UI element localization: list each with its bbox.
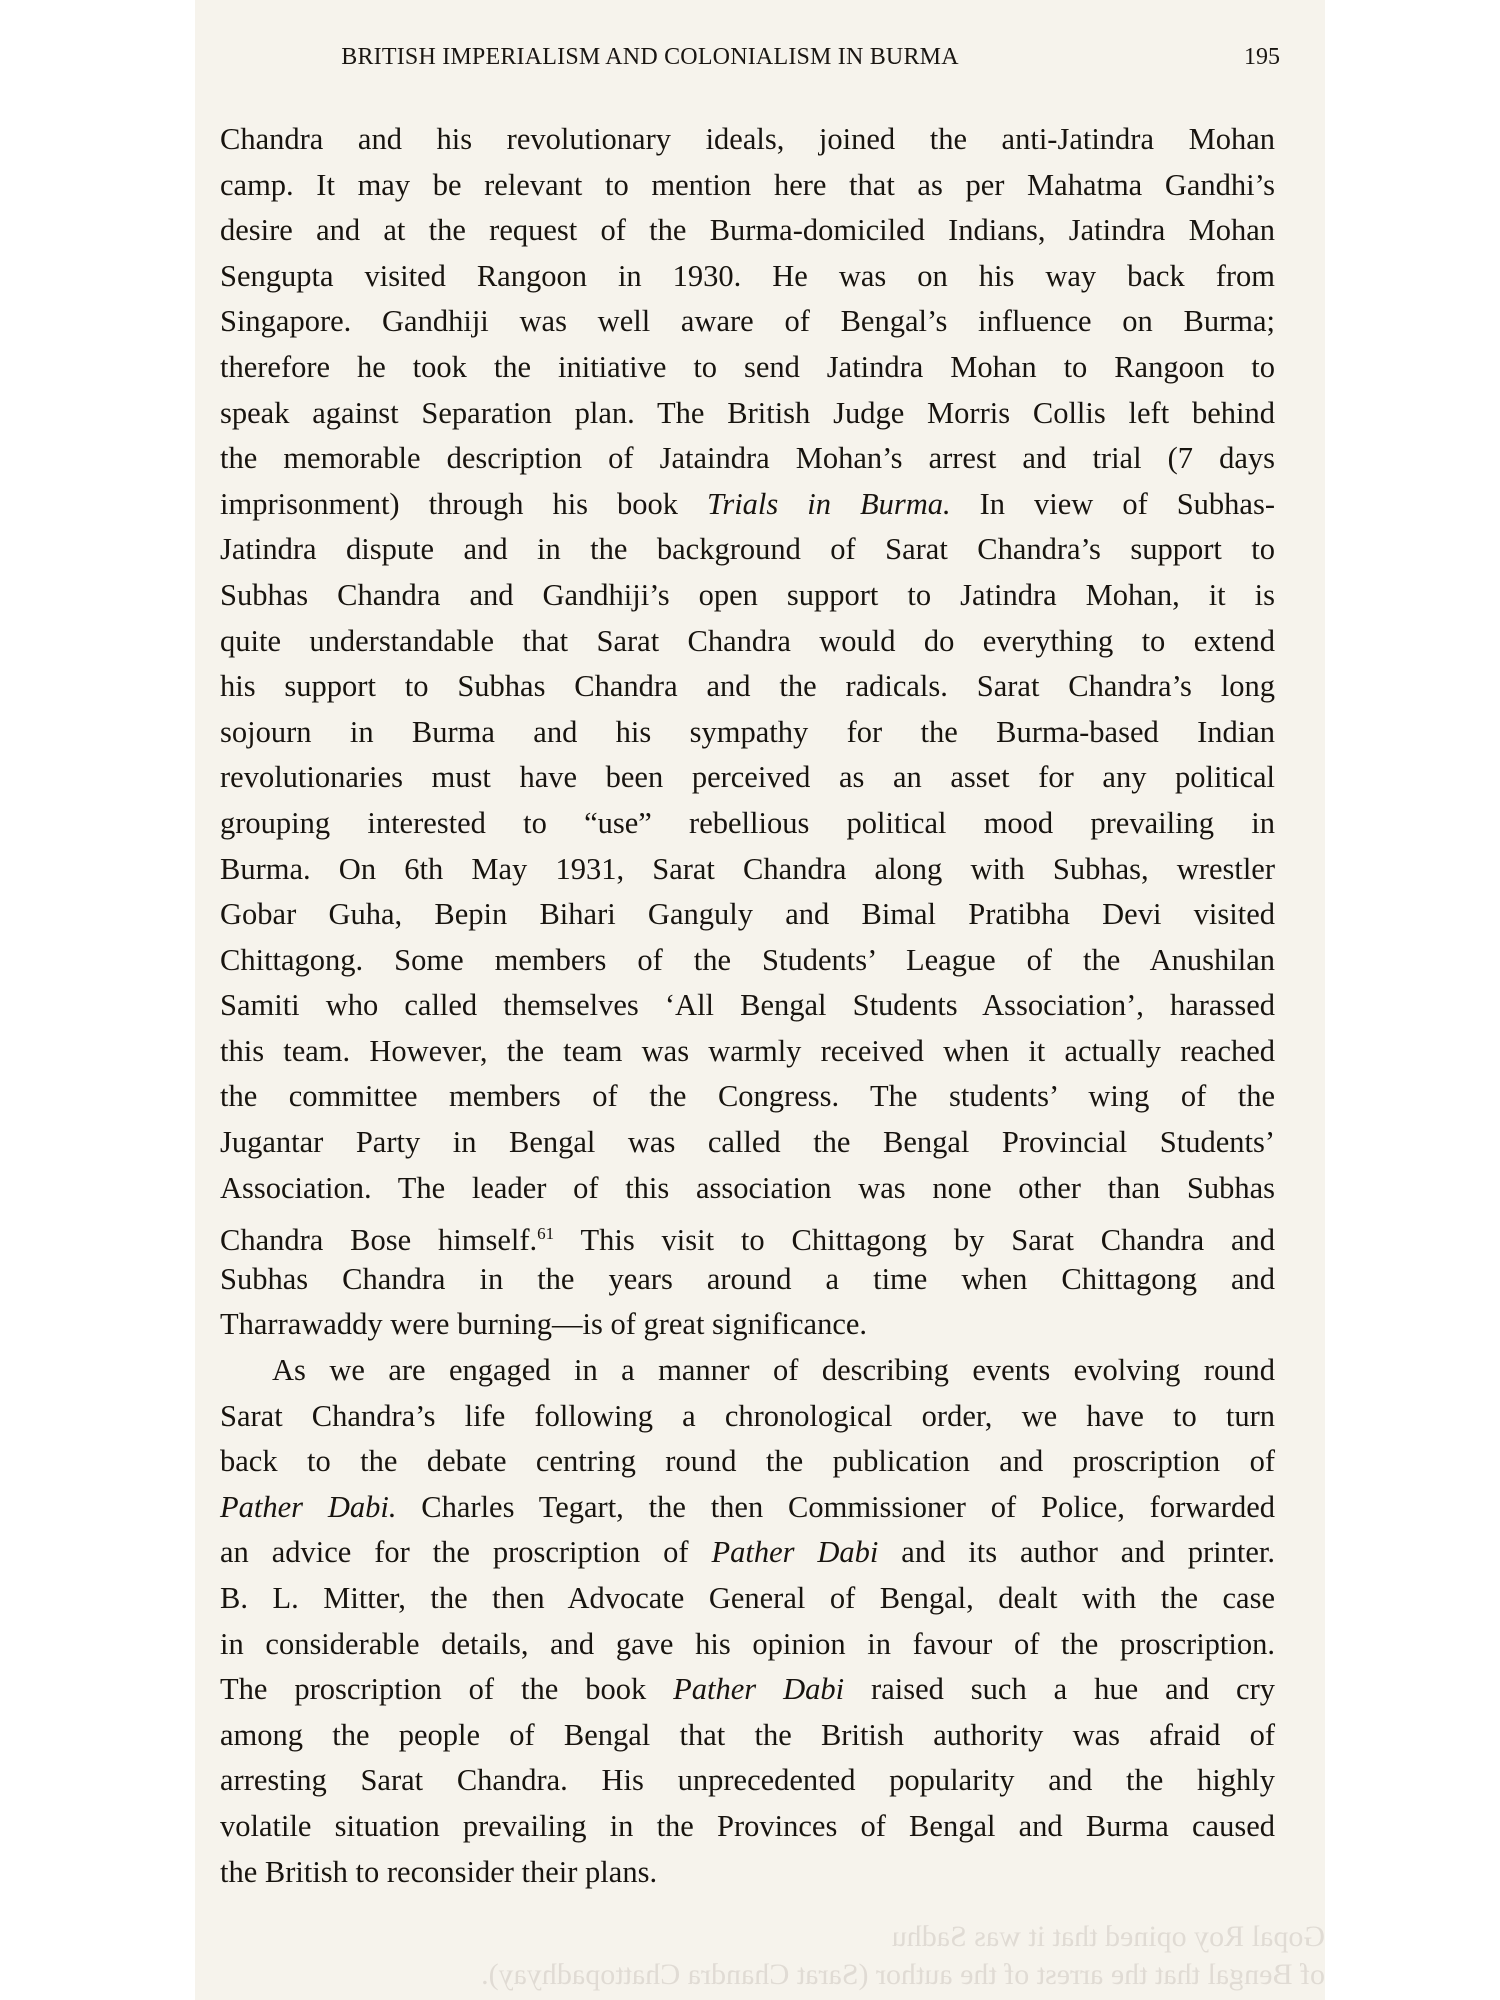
text-line: speak against Separation plan. The British Judge Morris Collis left behind <box>220 395 1275 430</box>
page-number: 195 <box>1244 44 1280 70</box>
book-title-pather-dabi: Pather Dabi. <box>220 1489 397 1524</box>
text-line: the memorable description of Jataindra Mohan’s arrest and trial (7 days <box>220 441 1275 476</box>
text-run: The proscription of the book <box>220 1672 674 1707</box>
text-line: Tharrawaddy were burning—is of great significance. <box>220 1307 868 1342</box>
text-line: sojourn in Burma and his sympathy for the Burma-based Indian <box>220 714 1275 749</box>
running-header-title: BRITISH IMPERIALISM AND COLONIALISM IN BURMA <box>341 44 959 70</box>
text-line: camp. It may be relevant to mention here that as per Mahatma Gandhi’s <box>220 167 1275 202</box>
text-run: This visit to Chittagong by Sarat Chandra and <box>554 1223 1276 1258</box>
text-run: In view of Subhas- <box>950 486 1275 521</box>
text-line: his support to Subhas Chandra and the radicals. Sarat Chandra’s long <box>220 669 1275 704</box>
text-line: Samiti who called themselves ‘All Bengal Students Association’, harassed <box>220 988 1275 1023</box>
text-line: therefore he took the initiative to send Jatindra Mohan to Rangoon to <box>220 349 1275 384</box>
running-header <box>170 44 1280 80</box>
text-line: Sarat Chandra’s life following a chronological order, we have to turn <box>220 1398 1275 1433</box>
text-line <box>220 1485 1275 1531</box>
text-line <box>220 482 1275 528</box>
text-line: the British to reconsider their plans. <box>220 1854 658 1889</box>
body-text <box>220 117 1275 1895</box>
book-title-pather-dabi: Pather Dabi <box>673 1672 845 1707</box>
text-line: quite understandable that Sarat Chandra would do everything to extend <box>220 623 1275 658</box>
bleed-through-text: of Bengal that the arrest of the author (Sarat Chandra Chattopadhyay). <box>481 1958 1325 1991</box>
text-line: back to the debate centring round the publication and proscription of <box>220 1444 1275 1479</box>
text-line: Chittagong. Some members of the Students’ League of the Anushilan <box>220 942 1275 977</box>
text-line <box>220 1667 1275 1713</box>
text-line: Jugantar Party in Bengal was called the Bengal Provincial Students’ <box>220 1125 1275 1160</box>
text-run: raised such a hue and cry <box>844 1672 1275 1707</box>
text-line: B. L. Mitter, the then Advocate General of Bengal, dealt with the case <box>220 1581 1275 1615</box>
text-line: desire and at the request of the Burma-domiciled Indians, Jatindra Mohan <box>220 213 1275 248</box>
text-line <box>220 1211 1275 1257</box>
text-line: Association. The leader of this association was none other than Subhas <box>220 1170 1275 1205</box>
text-line <box>220 1530 1275 1576</box>
book-title-pather-dabi: Pather Dabi <box>711 1535 879 1570</box>
text-line: Sengupta visited Rangoon in 1930. He was on his way back from <box>220 258 1275 293</box>
text-line: revolutionaries must have been perceived as an asset for any political <box>220 760 1275 795</box>
text-line: Subhas Chandra in the years around a time when Chittagong and <box>220 1261 1275 1296</box>
text-line: grouping interested to “use” rebellious political mood prevailing in <box>220 805 1275 840</box>
text-line: As we are engaged in a manner of describing events evolving round <box>272 1353 1275 1388</box>
text-line: Gobar Guha, Bepin Bihari Ganguly and Bimal Pratibha Devi visited <box>220 897 1275 932</box>
footnote-marker: 61 <box>537 1224 555 1244</box>
text-line: Singapore. Gandhiji was well aware of Bengal’s influence on Burma; <box>220 304 1275 339</box>
text-line: Subhas Chandra and Gandhiji’s open support to Jatindra Mohan, it is <box>220 577 1275 612</box>
text-line: this team. However, the team was warmly received when it actually reached <box>220 1033 1275 1068</box>
text-line: arresting Sarat Chandra. His unprecedented popularity and the highly <box>220 1763 1275 1798</box>
text-line: Jatindra dispute and in the background of Sarat Chandra’s support to <box>220 532 1275 567</box>
text-line: Chandra and his revolutionary ideals, joined the anti-Jatindra Mohan <box>220 122 1275 156</box>
book-title-trials-in-burma: Trials in Burma. <box>707 486 951 521</box>
text-run: an advice for the proscription of <box>220 1535 712 1570</box>
text-line: the committee members of the Congress. The students’ wing of the <box>220 1079 1275 1114</box>
text-line: Burma. On 6th May 1931, Sarat Chandra along with Subhas, wrestler <box>220 851 1275 886</box>
bleed-through-text: Gopal Roy opined that it was Sadhu <box>891 1920 1325 1953</box>
text-line: in considerable details, and gave his opinion in favour of the proscription. <box>220 1626 1275 1661</box>
text-line: among the people of Bengal that the British authority was afraid of <box>220 1717 1275 1752</box>
text-run: Chandra Bose himself. <box>220 1223 538 1258</box>
text-run: and its author and printer. <box>878 1535 1275 1570</box>
text-run: Charles Tegart, the then Commissioner of Police, forwarded <box>396 1489 1276 1524</box>
text-line: volatile situation prevailing in the Provinces of Bengal and Burma caused <box>220 1808 1275 1843</box>
text-run: imprisonment) through his book <box>220 486 708 521</box>
